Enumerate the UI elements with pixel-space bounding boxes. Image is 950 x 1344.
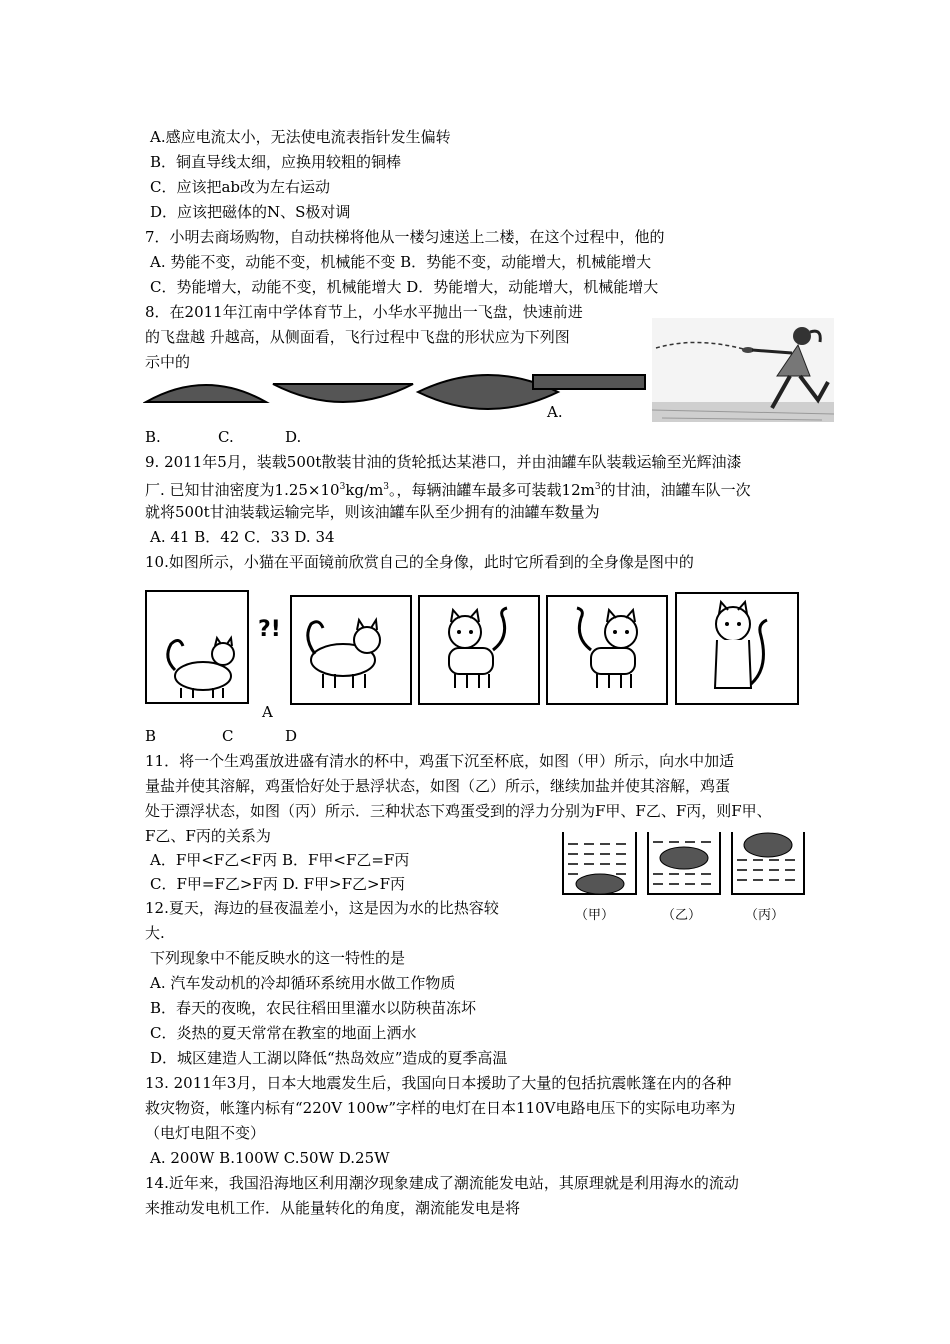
q13-stem-line1: 13. 2011年3月，日本大地震发生后，我国向日本援助了大量的包括抗震帐篷在内的各种 xyxy=(145,1074,732,1092)
q9-stem-line2: 厂. 已知甘油密度为$1.25\times 10^3kg/m^3$。，每辆油罐车最多可装载$12m^3$的甘油，油罐车队一次 xyxy=(145,481,751,499)
q12-option-a: A. 汽车发动机的冷却循环系统用水做工作物质 xyxy=(150,974,456,992)
q10-stem: 10.如图所示，小猫在平面镜前欣赏自己的全身像，此时它所看到的全身像是图中的 xyxy=(145,553,694,571)
q11-stem-line1: 11．将一个生鸡蛋放进盛有清水的杯中，鸡蛋下沉至杯底，如图（甲）所示，向水中加适 xyxy=(145,752,735,770)
q10-label-d: D xyxy=(285,727,298,745)
q8-label-c: C. xyxy=(218,428,234,446)
q10-label-a: A xyxy=(262,703,273,721)
cat-panel-c xyxy=(419,596,539,704)
q9-stem-line3: 就将500t甘油装载运输完毕，则该油罐车队至少拥有的油罐车数量为 xyxy=(145,503,600,521)
question-marks-text: ?! xyxy=(258,617,281,642)
cat-panel-d xyxy=(547,596,667,704)
q8-stem-line2: 的飞盘越 升越高，从侧面看，飞行过程中飞盘的形状应为下列图 xyxy=(145,328,570,346)
q13-stem-line3: （电灯电阻不变） xyxy=(145,1124,266,1142)
q14-stem-line1: 14.近年来，我国沿海地区利用潮汐现象建成了潮流能发电站，其原理就是利用海水的流动 xyxy=(145,1174,739,1192)
q10-cat-mirror-figure xyxy=(143,588,803,710)
q8-stem-line3: 示中的 xyxy=(145,353,191,371)
q12-option-c: C．炎热的夏天常常在教室的地面上洒水 xyxy=(150,1024,417,1042)
q11-options-cd: C．F甲=F乙>F丙 D. F甲>F乙>F丙 xyxy=(150,875,405,893)
beaker-yi xyxy=(648,832,720,894)
caption-yi: （乙） xyxy=(662,908,702,923)
q8-stem-line1: 8．在2011年江南中学体育节上，小华水平抛出一飞盘，快速前进 xyxy=(145,303,583,321)
q6-option-a: A.感应电流太小，无法使电流表指针发生偏转 xyxy=(150,128,451,146)
q6-option-c: C．应该把ab改为左右运动 xyxy=(150,178,331,196)
caption-bing: （丙） xyxy=(745,908,785,923)
frisbee-option-b-shape xyxy=(146,385,266,402)
q11-stem-line3: 处于漂浮状态，如图（丙）所示．三种状态下鸡蛋受到的浮力分别为F甲、F乙、F丙，则F甲、 xyxy=(145,802,772,820)
q12-option-d: D．城区建造人工湖以降低“热岛效应”造成的夏季高温 xyxy=(150,1049,508,1067)
q9-options: A. 41 B．42 C．33 D. 34 xyxy=(150,528,335,546)
beaker-jia xyxy=(563,832,636,894)
q12-stem-line1: 12.夏天，海边的昼夜温差小，这是因为水的比热容较 xyxy=(145,899,499,917)
beaker-bing xyxy=(732,832,804,894)
girl-throwing-frisbee-image xyxy=(652,318,834,422)
cat-panel-a xyxy=(146,591,248,703)
frisbee-option-a-shape xyxy=(533,375,645,389)
caption-jia: （甲） xyxy=(575,908,615,923)
q7-options-cd: C．势能增大，动能不变，机械能增大 D．势能增大，动能增大，机械能增大 xyxy=(150,278,659,296)
q12-stem-line2: 大. xyxy=(145,924,165,942)
q7-options-ab: A. 势能不变，动能不变，机械能不变 B．势能不变，动能增大，机械能增大 xyxy=(150,253,652,271)
q12-stem-line3: 下列现象中不能反映水的这一特性的是 xyxy=(150,949,406,967)
q7-stem: 7．小明去商场购物，自动扶梯将他从一楼匀速送上二楼，在这个过程中，他的 xyxy=(145,228,665,246)
q6-option-d: D．应该把磁体的N、S极对调 xyxy=(150,203,351,221)
q8-label-b: B. xyxy=(145,428,161,446)
cat-panel-e xyxy=(676,593,798,704)
cat-panel-b xyxy=(291,596,411,704)
q10-label-b: B xyxy=(145,727,157,745)
frisbee-option-c-shape xyxy=(273,384,413,402)
q12-option-b: B．春天的夜晚，农民往稻田里灌水以防秧苗冻坏 xyxy=(150,999,477,1017)
q8-label-a: A. xyxy=(547,403,563,421)
q11-stem-line4: F乙、F丙的关系为 xyxy=(145,827,271,845)
q14-stem-line2: 来推动发电机工作．从能量转化的角度，潮流能发电是将 xyxy=(145,1199,521,1217)
q6-option-b: B．铜直导线太细，应换用较粗的铜棒 xyxy=(150,153,402,171)
q8-frisbee-shapes xyxy=(143,370,648,415)
q9-stem-line1: 9. 2011年5月，装载500t散装甘油的货轮抵达某港口，并由油罐车队装载运输至光辉油漆 xyxy=(145,453,742,471)
q11-stem-line2: 量盐并使其溶解，鸡蛋恰好处于悬浮状态，如图（乙）所示，继续加盐并使其溶解，鸡蛋 xyxy=(145,777,731,795)
q13-stem-line2: 救灾物资，帐篷内标有“220V 100w”字样的电灯在日本110V电路电压下的实际电功率为 xyxy=(145,1099,736,1117)
q10-label-c: C xyxy=(222,727,234,745)
q13-options: A. 200W B.100W C.50W D.25W xyxy=(150,1149,390,1167)
q11-options-ab: A．F甲<F乙<F丙 B．F甲<F乙=F丙 xyxy=(150,851,410,869)
q8-label-d: D. xyxy=(285,428,302,446)
egg-beakers-figure xyxy=(560,828,810,898)
